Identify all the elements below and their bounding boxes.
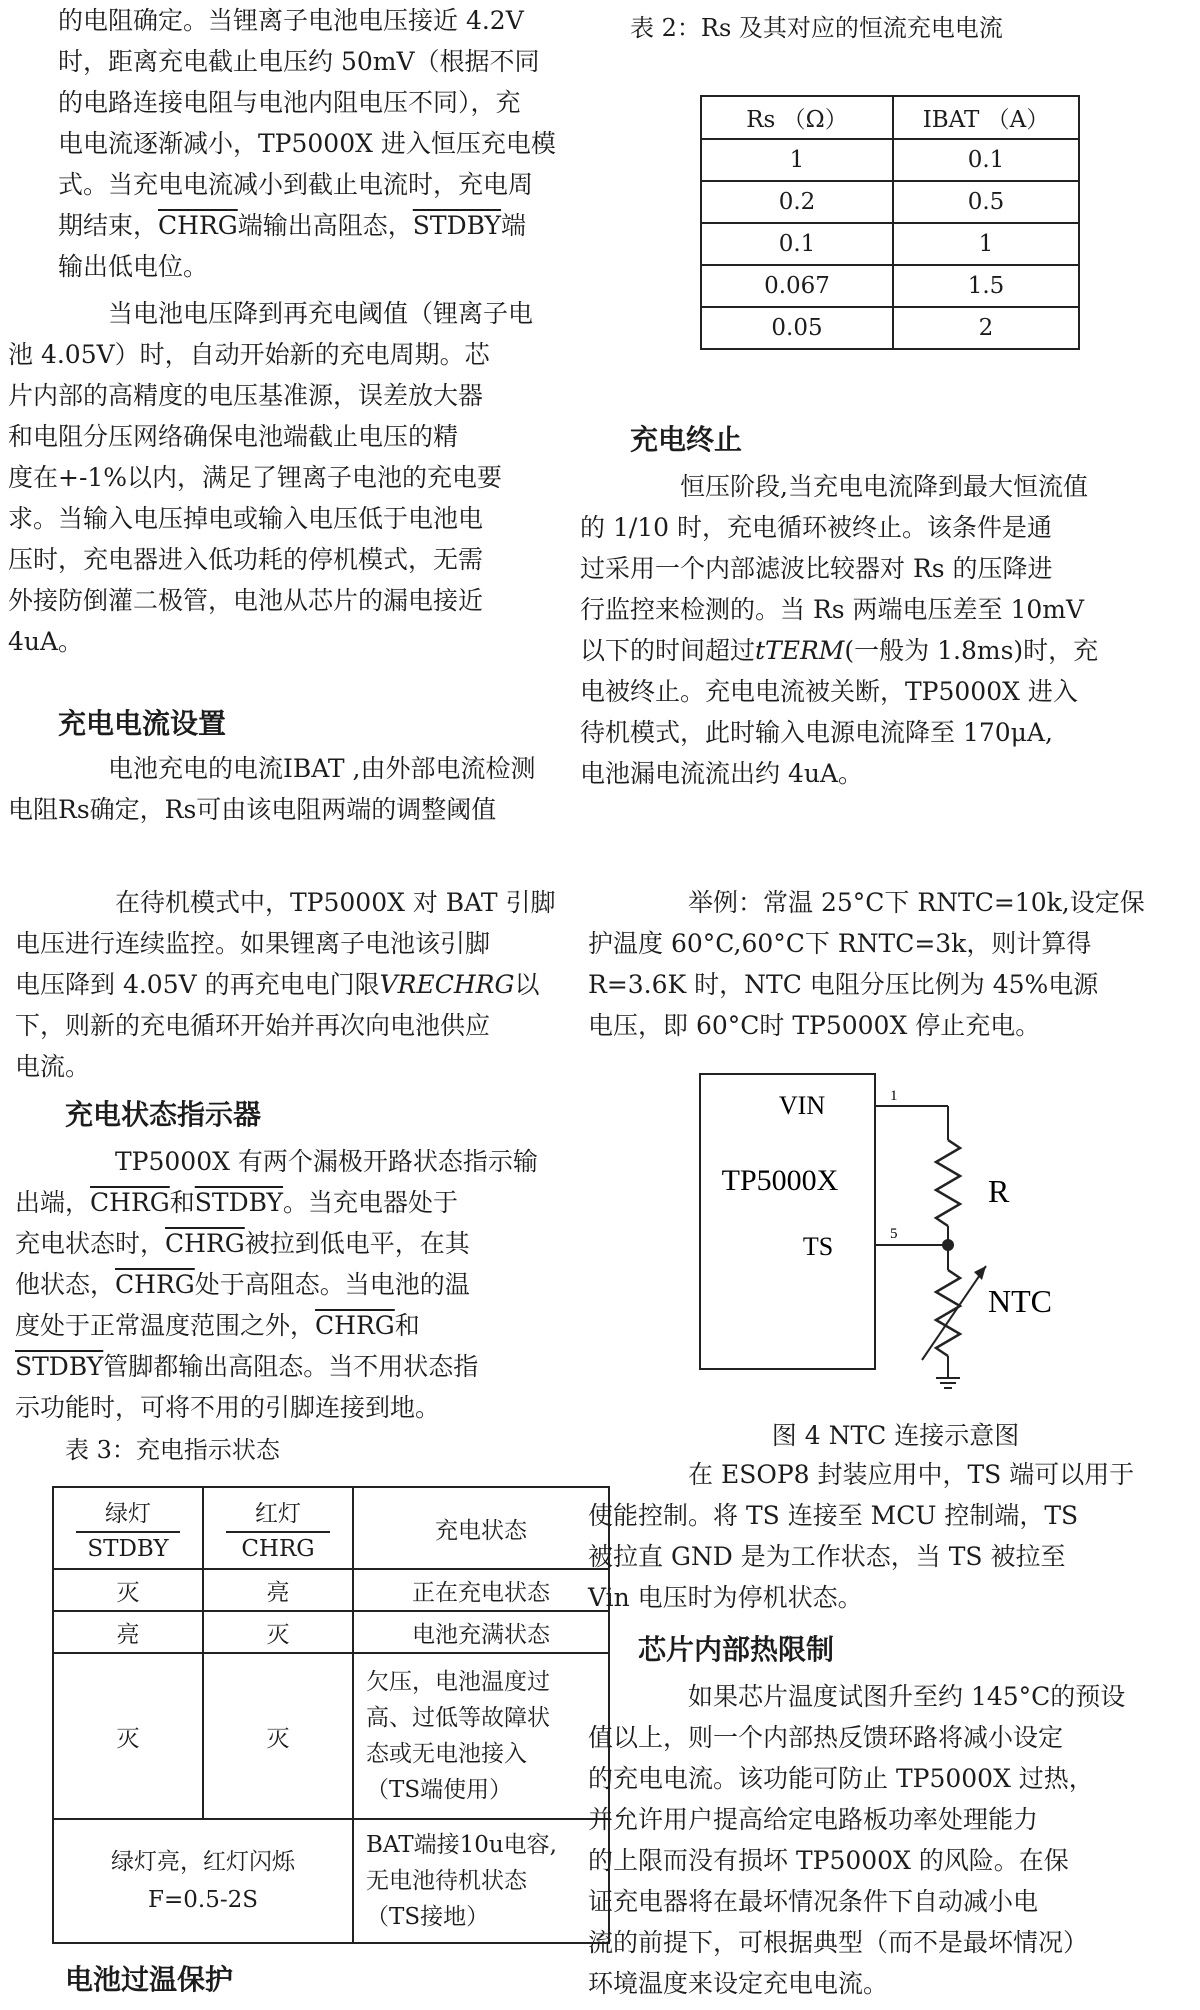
text-line: 输出低电位。 bbox=[58, 252, 209, 281]
table3-cell: 灭 bbox=[53, 1569, 203, 1611]
chrg-signal: CHRG bbox=[90, 1188, 170, 1217]
text-line: 待机模式，此时输入电源电流降至 170μA, bbox=[580, 718, 1053, 747]
text-line: 端 bbox=[501, 211, 527, 240]
resistor-r bbox=[936, 1140, 960, 1226]
text-line: 以下的时间超过 bbox=[580, 636, 756, 665]
rs-current-table bbox=[700, 95, 1080, 350]
table3-cell-standby bbox=[353, 1819, 609, 1943]
text-line: 处于高阻态。当电池的温 bbox=[194, 1270, 470, 1299]
text-line: 的充电电流。该功能可防止 TP5000X 过热， bbox=[588, 1764, 1094, 1793]
ntc-label: NTC bbox=[988, 1283, 1052, 1319]
text-line: 外接防倒灌二极管，电池从芯片的漏电接近 bbox=[8, 586, 484, 615]
text-line: 环境温度来设定充电电流。 bbox=[588, 1969, 889, 1998]
paragraph-termination bbox=[580, 466, 1148, 794]
right-term-section bbox=[580, 418, 1148, 794]
table3-cell: 灭 bbox=[203, 1653, 353, 1819]
left-top-column bbox=[8, 0, 576, 830]
text-line: 电池充电的电流IBAT ,由外部电流检测 bbox=[108, 754, 536, 783]
table-cell-text: CHRG bbox=[241, 1535, 315, 1562]
table3-cell: 灭 bbox=[53, 1653, 203, 1819]
table2-cell: 1.5 bbox=[893, 265, 1079, 307]
text-line: 的上限而没有损坏 TP5000X 的风险。在保 bbox=[588, 1846, 1069, 1875]
text-line: 值以上，则一个内部热反馈环路将减小设定 bbox=[588, 1723, 1064, 1752]
heading-thermal-limit: 芯片内部热限制 bbox=[638, 1633, 835, 1666]
text-line: 被拉直 GND 是为工作状态，当 TS 被拉至 bbox=[588, 1542, 1066, 1571]
table3-cell-blink bbox=[53, 1819, 353, 1943]
text-line: 电被终止。充电电流被关断，TP5000X 进入 bbox=[580, 677, 1078, 706]
right-bottom-lower bbox=[588, 1416, 1153, 2004]
text-line: 充电状态时， bbox=[15, 1229, 166, 1258]
table-cell-text: F=0.5-2S bbox=[148, 1887, 258, 1913]
stdby-signal: STDBY bbox=[15, 1352, 104, 1381]
text-line: 流的前提下，可根据典型（而不是最坏情况） bbox=[588, 1928, 1089, 1957]
chrg-signal: CHRG bbox=[115, 1270, 195, 1299]
text-line: 在待机模式中，TP5000X 对 BAT 引脚 bbox=[115, 888, 556, 917]
text-line: 并允许用户提高给定电路板功率处理能力 bbox=[588, 1805, 1039, 1834]
table-cell-text: （TS接地） bbox=[366, 1904, 490, 1930]
paragraph-standby bbox=[15, 882, 583, 1087]
pin5-number: 5 bbox=[890, 1226, 898, 1242]
text-line: 期结束， bbox=[58, 211, 159, 240]
table-cell-text: 无电池待机状态 bbox=[366, 1868, 527, 1894]
table2-cell: 0.5 bbox=[893, 181, 1079, 223]
text-line: 恒压阶段,当充电电流降到最大恒流值 bbox=[680, 472, 1088, 501]
text-line: (一般为 1.8ms)时，充 bbox=[844, 636, 1099, 665]
text-line: 示功能时，可将不用的引脚连接到地。 bbox=[15, 1393, 441, 1422]
table-cell-text: （TS端使用） bbox=[366, 1777, 513, 1803]
table-cell-text: 欠压，电池温度过 bbox=[366, 1669, 550, 1695]
paragraph-current-setting bbox=[8, 748, 576, 830]
right-top-column bbox=[630, 0, 1150, 43]
heading-charge-termination: 充电终止 bbox=[630, 423, 743, 456]
text-line: 度处于正常温度范围之外， bbox=[15, 1311, 316, 1340]
table3-cell-fault bbox=[353, 1653, 609, 1819]
text-line: 端输出高阻态， bbox=[237, 211, 413, 240]
table-cell-text: 绿灯亮，红灯闪烁 bbox=[111, 1849, 295, 1875]
paragraph-esop8 bbox=[588, 1454, 1153, 1618]
text-line: 的电阻确定。当锂离子电池电压接近 4.2V bbox=[58, 6, 524, 35]
table2-cell: 2 bbox=[893, 307, 1079, 349]
resistor-r-label: R bbox=[988, 1173, 1010, 1209]
text-line: 片内部的高精度的电压基准源，误差放大器 bbox=[8, 381, 484, 410]
text-line: 他状态， bbox=[15, 1270, 116, 1299]
chrg-signal: CHRG bbox=[158, 211, 238, 240]
text-line: 下，则新的充电循环开始并再次向电池供应 bbox=[15, 1011, 491, 1040]
text-line: 当电池电压降到再充电阈值（锂离子电 bbox=[108, 299, 534, 328]
pin-ts-label: TS bbox=[802, 1232, 834, 1261]
text-line: R=3.6K 时，NTC 电阻分压比例为 45%电源 bbox=[588, 970, 1099, 999]
paragraph-cv-charging bbox=[58, 0, 576, 287]
text-line: 以 bbox=[514, 970, 540, 999]
stdby-signal: STDBY bbox=[412, 211, 502, 240]
text-line: 4uA。 bbox=[8, 627, 84, 656]
text-line: 如果芯片温度试图升至约 145°C的预设 bbox=[688, 1682, 1126, 1711]
pin-vin-label: VIN bbox=[778, 1091, 826, 1120]
text-line: TP5000X 有两个漏极开路状态指示输 bbox=[115, 1147, 538, 1176]
table-cell-text: 绿灯 bbox=[105, 1500, 151, 1527]
table-cell-text: BAT端接10u电容, bbox=[366, 1832, 557, 1858]
heading-current-setting: 充电电流设置 bbox=[58, 707, 227, 740]
right-bottom-column bbox=[588, 882, 1153, 1046]
text-line: 求。当输入电压掉电或输入电压低于电池电 bbox=[8, 504, 484, 533]
heading-status-indicator: 充电状态指示器 bbox=[65, 1098, 262, 1131]
paragraph-recharge bbox=[8, 293, 576, 662]
text-line: 的 1/10 时，充电循环被终止。该条件是通 bbox=[580, 513, 1053, 542]
charge-status-table bbox=[52, 1486, 610, 1944]
table-cell-text: 红灯 bbox=[255, 1500, 301, 1527]
text-line: 电压，即 60°C时 TP5000X 停止充电。 bbox=[588, 1011, 1041, 1040]
text-line: 行监控来检测的。当 Rs 两端电压差至 10mV bbox=[580, 595, 1085, 624]
table2-caption: 表 2：Rs 及其对应的恒流充电电流 bbox=[630, 14, 1003, 42]
stdby-signal: STDBY bbox=[194, 1188, 284, 1217]
text-line: 电流。 bbox=[15, 1052, 91, 1081]
v-rechrg-symbol: VRECHRG bbox=[379, 970, 515, 999]
table-cell-text: 高、过低等故障状 bbox=[366, 1705, 550, 1731]
heading-battery-overtemp: 电池过温保护 bbox=[65, 1963, 234, 1996]
text-line: 。当充电器处于 bbox=[283, 1188, 459, 1217]
ntc-connection-diagram bbox=[690, 1070, 1110, 1400]
table3-cell: 灭 bbox=[203, 1611, 353, 1653]
table3-cell: 亮 bbox=[53, 1611, 203, 1653]
text-line: 时，距离充电截止电压约 50mV（根据不同 bbox=[58, 47, 540, 76]
text-line: 在 ESOP8 封装应用中，TS 端可以用于 bbox=[688, 1460, 1135, 1489]
paragraph-example bbox=[588, 882, 1153, 1046]
text-line: 和 bbox=[394, 1311, 420, 1340]
text-line: 度在+-1%以内，满足了锂离子电池的充电要 bbox=[8, 463, 503, 492]
text-line: Vin 电压时为停机状态。 bbox=[588, 1583, 863, 1612]
text-line: 护温度 60°C,60°C下 RNTC=3k，则计算得 bbox=[588, 929, 1092, 958]
figure4-caption: 图 4 NTC 连接示意图 bbox=[771, 1421, 1020, 1450]
text-line: 电压降到 4.05V 的再充电电门限 bbox=[15, 970, 380, 999]
text-line: 和电阻分压网络确保电池端截止电压的精 bbox=[8, 422, 459, 451]
text-line: 压时，充电器进入低功耗的停机模式，无需 bbox=[8, 545, 484, 574]
text-line: 过采用一个内部滤波比较器对 Rs 的压降进 bbox=[580, 554, 1053, 583]
table2-cell: 1 bbox=[701, 139, 893, 181]
chrg-signal: CHRG bbox=[165, 1229, 245, 1258]
text-line: 管脚都输出高阻态。当不用状态指 bbox=[103, 1352, 479, 1381]
text-line: 电压进行连续监控。如果锂离子电池该引脚 bbox=[15, 929, 491, 958]
text-line: 和 bbox=[169, 1188, 195, 1217]
paragraph-status-indicator bbox=[15, 1141, 583, 1428]
table2-cell: 0.05 bbox=[701, 307, 893, 349]
table2-cell: 0.1 bbox=[701, 223, 893, 265]
chrg-signal: CHRG bbox=[315, 1311, 395, 1340]
table2-cell: 0.1 bbox=[893, 139, 1079, 181]
text-line: 电电流逐渐减小，TP5000X 进入恒压充电模 bbox=[58, 129, 556, 158]
table3-cell: 电池充满状态 bbox=[353, 1611, 609, 1653]
text-line: 举例：常温 25°C下 RNTC=10k,设定保 bbox=[688, 888, 1145, 917]
table-cell-text: 态或无电池接入 bbox=[366, 1741, 527, 1767]
table2-header-ibat: IBAT （A） bbox=[893, 96, 1079, 139]
table3-header-state: 充电状态 bbox=[353, 1487, 609, 1569]
text-line: 电池漏电流流出约 4uA。 bbox=[580, 759, 864, 788]
text-line: 电阻Rs确定，Rs可由该电阻两端的调整阈值 bbox=[8, 795, 497, 824]
table2-cell: 1 bbox=[893, 223, 1079, 265]
table2-header-rs: Rs （Ω） bbox=[701, 96, 893, 139]
chip-name-label: TP5000X bbox=[721, 1164, 839, 1197]
ntc-thermistor bbox=[936, 1270, 960, 1356]
table3-caption: 表 3：充电指示状态 bbox=[65, 1436, 280, 1464]
table3-header-red bbox=[203, 1487, 353, 1569]
text-line: 证充电器将在最坏情况条件下自动减小电 bbox=[588, 1887, 1039, 1916]
table3-cell: 正在充电状态 bbox=[353, 1569, 609, 1611]
left-bottom-column bbox=[15, 882, 583, 1465]
text-line: 被拉到低电平，在其 bbox=[244, 1229, 470, 1258]
table2-cell: 0.067 bbox=[701, 265, 893, 307]
table3-cell: 亮 bbox=[203, 1569, 353, 1611]
t-term-symbol: tTERM bbox=[755, 636, 845, 665]
table2-cell: 0.2 bbox=[701, 181, 893, 223]
text-line: 的电路连接电阻与电池内阻电压不同），充 bbox=[58, 88, 521, 117]
table3-header-green bbox=[53, 1487, 203, 1569]
text-line: 使能控制。将 TS 连接至 MCU 控制端，TS bbox=[588, 1501, 1079, 1530]
table-cell-text: STDBY bbox=[87, 1535, 169, 1562]
paragraph-thermal-limit bbox=[588, 1676, 1153, 2004]
text-line: 池 4.05V）时，自动开始新的充电周期。芯 bbox=[8, 340, 490, 369]
text-line: 出端， bbox=[15, 1188, 91, 1217]
text-line: 式。当充电电流减小到截止电流时，充电周 bbox=[58, 170, 534, 199]
pin1-number: 1 bbox=[890, 1088, 898, 1104]
ntc-arrow-head bbox=[974, 1266, 986, 1280]
